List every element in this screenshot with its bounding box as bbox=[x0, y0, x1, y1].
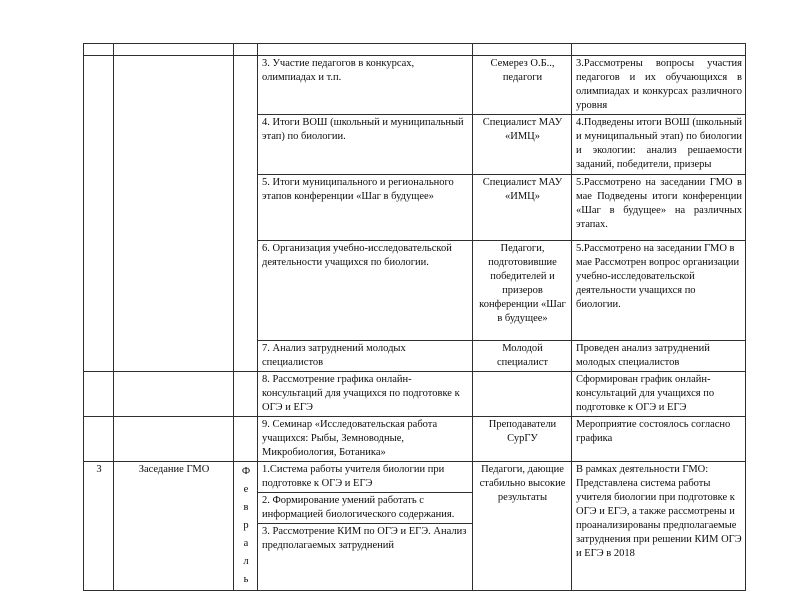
cell-num bbox=[84, 416, 114, 461]
cell-event-continuation bbox=[114, 44, 234, 56]
cell-responsible: Семерез О.Б.., педагоги bbox=[473, 56, 572, 115]
cell-num-continuation bbox=[84, 44, 114, 56]
cell-responsible bbox=[473, 371, 572, 416]
cell-result: Сформирован график онлайн-консультаций для учащихся по подготовке к ОГЭ и ЕГЭ bbox=[572, 371, 746, 416]
month-letter: е bbox=[243, 484, 249, 496]
cell-event bbox=[114, 416, 234, 461]
month-letter: а bbox=[243, 538, 249, 550]
table-row bbox=[84, 56, 746, 115]
table-row bbox=[84, 462, 746, 591]
cell-result: 3.Рассмотрены вопросы участия педагогов и их обучающихся в олимпиадах и конкурсах различного уровня bbox=[572, 56, 746, 115]
month-letter: л bbox=[243, 556, 249, 568]
cell-responsible: Специалист МАУ «ИМЦ» bbox=[473, 115, 572, 174]
cell-result-continuation bbox=[572, 44, 746, 56]
description-item: 1.Система работы учителя биологии при подготовке к ОГЭ и ЕГЭ bbox=[258, 462, 472, 493]
table-row bbox=[84, 416, 746, 461]
table-row bbox=[84, 371, 746, 416]
cell-num bbox=[84, 56, 114, 372]
cell-resp-continuation bbox=[473, 44, 572, 56]
description-sub-row bbox=[258, 493, 472, 524]
month-letter: в bbox=[243, 502, 249, 514]
cell-responsible: Молодой специалист bbox=[473, 340, 572, 371]
cell-description: 3. Участие педагогов в конкурсах, олимпиадах и т.п. bbox=[258, 56, 473, 115]
cell-num: 3 bbox=[84, 462, 114, 591]
cell-responsible: Специалист МАУ «ИМЦ» bbox=[473, 174, 572, 240]
cell-result: 5.Рассмотрено на заседании ГМО в мае Рассмотрен вопрос организации учебно-исследовательской деятельности учащихся по биологии. bbox=[572, 240, 746, 340]
cell-event bbox=[114, 371, 234, 416]
cell-num bbox=[84, 371, 114, 416]
cell-month bbox=[234, 416, 258, 461]
cell-responsible: Педагоги, дающие стабильно высокие результаты bbox=[473, 462, 572, 591]
cell-month-continuation bbox=[234, 44, 258, 56]
cell-result: Мероприятие состоялось согласно графика bbox=[572, 416, 746, 461]
cell-event bbox=[114, 56, 234, 372]
month-letter: р bbox=[243, 520, 249, 532]
description-sub-row bbox=[258, 524, 472, 555]
cell-responsible: Педагоги, подготовившие победителей и призеров конференции «Шаг в будущее» bbox=[473, 240, 572, 340]
cell-month bbox=[234, 56, 258, 372]
description-item: 3. Рассмотрение КИМ по ОГЭ и ЕГЭ. Анализ предполагаемых затруднений bbox=[262, 526, 467, 552]
description-sub-row bbox=[258, 462, 472, 493]
cell-description: 6. Организация учебно-исследовательской деятельности учащихся по биологии. bbox=[258, 240, 473, 340]
cell-description: 9. Семинар «Исследовательская работа учащихся: Рыбы, Земноводные, Микробиология, Ботаника» bbox=[258, 416, 473, 461]
cell-description: 4. Итоги ВОШ (школьный и муниципальный этап) по биологии. bbox=[258, 115, 473, 174]
description-item: 2. Формирование умений работать с информацией биологического содержания. bbox=[258, 493, 472, 524]
cell-description: 7. Анализ затруднений молодых специалистов bbox=[258, 340, 473, 371]
month-letter: ь bbox=[243, 574, 249, 586]
cell-description: 8. Рассмотрение графика онлайн-консультаций для учащихся по подготовке к ОГЭ и ЕГЭ bbox=[258, 371, 473, 416]
cell-responsible: Преподаватели СурГУ bbox=[473, 416, 572, 461]
cell-description: 5. Итоги муниципального и регионального этапов конференции «Шаг в будущее» bbox=[258, 174, 473, 240]
month-letters bbox=[238, 463, 254, 589]
cell-result: 4.Подведены итоги ВОШ (школьный и муниципальный этап) по биологии и экологии: анализ решаемости заданий, победители, призеры bbox=[572, 115, 746, 174]
cell-result: В рамках деятельности ГМО: Представлена система работы учителя биологии при подготовке к ОГЭ и ЕГЭ, а также рассмотрены и проанализированы предполагаемые затруднения при решении КИМ ОГЭ и ЕГЭ в 2018 bbox=[572, 462, 746, 591]
cell-result: Проведен анализ затруднений молодых специалистов bbox=[572, 340, 746, 371]
cell-description-group bbox=[258, 462, 473, 591]
cell-desc-continuation bbox=[258, 44, 473, 56]
cell-month bbox=[234, 371, 258, 416]
plan-table bbox=[83, 43, 746, 591]
description-subtable bbox=[258, 462, 472, 554]
cell-result: 5.Рассмотрено на заседании ГМО в мае Подведены итоги конференции «Шаг в будущее» на различных этапах. bbox=[572, 174, 746, 240]
month-letter: Ф bbox=[241, 466, 251, 477]
cell-event: Заседание ГМО bbox=[114, 462, 234, 591]
cell-month-vertical bbox=[234, 462, 258, 591]
table-row-continuation bbox=[84, 44, 746, 56]
